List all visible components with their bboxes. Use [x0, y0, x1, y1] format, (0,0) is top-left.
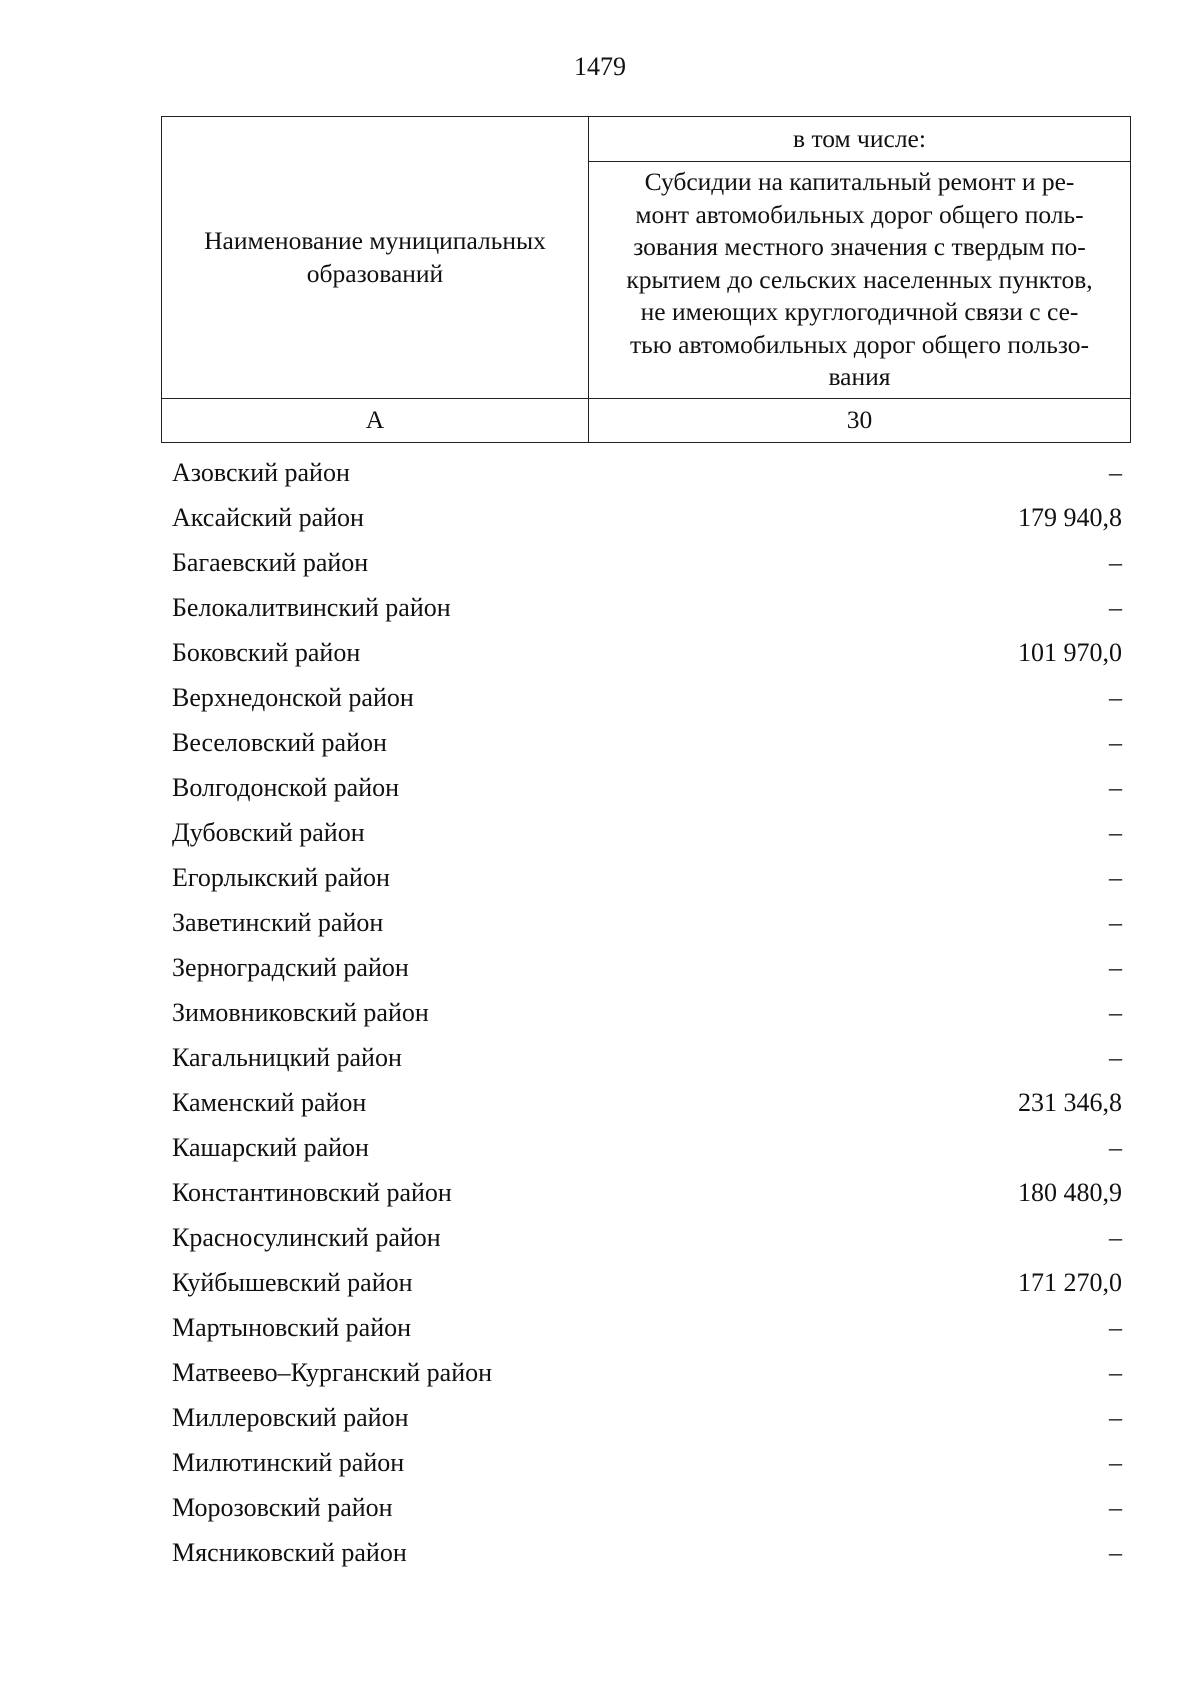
header-subsidy-line: тью автомобильных дорог общего пользо- [629, 329, 1090, 359]
district-name: Дубовский район [172, 818, 365, 847]
header-subsidy-line: вания [828, 362, 891, 392]
district-name: Багаевский район [172, 548, 369, 577]
subsidy-value: 179 940,8 [1018, 503, 1122, 532]
district-name: Белокалитвинский район [172, 593, 451, 622]
table-row [172, 1350, 1122, 1395]
district-name: Егорлыкский район [172, 863, 390, 892]
table-row [172, 765, 1122, 810]
subsidy-value: – [1109, 593, 1122, 622]
table-row [172, 585, 1122, 630]
district-name: Аксайский район [172, 503, 364, 532]
district-name: Милютинский район [172, 1448, 405, 1477]
district-name: Кагальницкий район [172, 1043, 402, 1072]
table-row [172, 945, 1122, 990]
table-row [172, 1260, 1122, 1305]
header-subsidy-line: зования местного значения с твердым по- [633, 232, 1086, 262]
subsidy-value: – [1109, 998, 1122, 1027]
table-header [161, 116, 1131, 443]
subsidy-value: – [1109, 773, 1122, 802]
table-row [172, 1440, 1122, 1485]
subsidy-value: – [1109, 683, 1122, 712]
table-row [172, 990, 1122, 1035]
subsidy-value: – [1109, 1403, 1122, 1432]
header-subsidy-line: монт автомобильных дорог общего поль- [635, 199, 1084, 229]
table-row [172, 1485, 1122, 1530]
district-name: Боковский район [172, 638, 361, 667]
district-name: Матвеево–Курганский район [172, 1358, 493, 1387]
table-row [172, 1125, 1122, 1170]
district-name: Зимовниковский район [172, 998, 429, 1027]
subsidy-value: – [1109, 953, 1122, 982]
table-row [172, 540, 1122, 585]
district-name: Мясниковский район [172, 1538, 407, 1567]
subsidy-value: – [1109, 1448, 1122, 1477]
district-name: Веселовский район [172, 728, 387, 757]
table-row [172, 1305, 1122, 1350]
table-row [172, 1035, 1122, 1080]
header-index-value: 30 [589, 399, 1131, 443]
district-name: Каменский район [172, 1088, 367, 1117]
district-name: Морозовский район [172, 1493, 393, 1522]
header-subsidy-line: не имеющих круглогодичной связи с се- [640, 297, 1079, 327]
subsidy-value: – [1109, 1223, 1122, 1252]
district-name: Верхнедонской район [172, 683, 414, 712]
subsidy-value: – [1109, 1133, 1122, 1162]
table-row [172, 720, 1122, 765]
district-name: Азовский район [172, 458, 350, 487]
district-name: Кашарский район [172, 1133, 369, 1162]
district-name: Мартыновский район [172, 1313, 412, 1342]
table-row [172, 900, 1122, 945]
subsidy-value: – [1109, 1493, 1122, 1522]
table-row [172, 1080, 1122, 1125]
district-name: Миллеровский район [172, 1403, 409, 1432]
subsidy-value: 180 480,9 [1018, 1178, 1122, 1207]
header-subsidy-column [589, 162, 1131, 399]
district-name: Волгодонской район [172, 773, 400, 802]
header-subsidy-line: крытием до сельских населенных пунктов, [626, 264, 1093, 294]
header-index-name: А [162, 399, 589, 443]
table-row [172, 630, 1122, 675]
subsidy-value: – [1109, 908, 1122, 937]
table-row [172, 1395, 1122, 1440]
district-list [172, 450, 1122, 1575]
subsidy-value: – [1109, 1358, 1122, 1387]
subsidy-value: – [1109, 1538, 1122, 1567]
district-name: Заветинский район [172, 908, 384, 937]
subsidy-value: – [1109, 458, 1122, 487]
header-subsidy-line: Субсидии на капитальный ремонт и ре- [644, 167, 1075, 197]
subsidy-value: – [1109, 818, 1122, 847]
table-row [172, 495, 1122, 540]
subsidy-value: 101 970,0 [1018, 638, 1122, 667]
district-name: Куйбышевский район [172, 1268, 413, 1297]
district-name: Зерноградский район [172, 953, 409, 982]
header-name-column: Наименование муниципальных образований [162, 117, 589, 399]
table-row [172, 1530, 1122, 1575]
district-name: Константиновский район [172, 1178, 452, 1207]
subsidy-value: 231 346,8 [1018, 1088, 1122, 1117]
subsidy-value: – [1109, 548, 1122, 577]
subsidy-value: – [1109, 728, 1122, 757]
page-number: 1479 [574, 52, 626, 81]
subsidy-value: – [1109, 863, 1122, 892]
subsidy-value: – [1109, 1043, 1122, 1072]
table-row [172, 855, 1122, 900]
district-name: Красносулинский район [172, 1223, 441, 1252]
table-row [172, 450, 1122, 495]
table-row [172, 810, 1122, 855]
table-row [172, 1170, 1122, 1215]
subsidy-value: 171 270,0 [1018, 1268, 1122, 1297]
table-row [172, 675, 1122, 720]
table-row [172, 1215, 1122, 1260]
header-group-label: в том числе: [589, 117, 1131, 162]
subsidy-value: – [1109, 1313, 1122, 1342]
